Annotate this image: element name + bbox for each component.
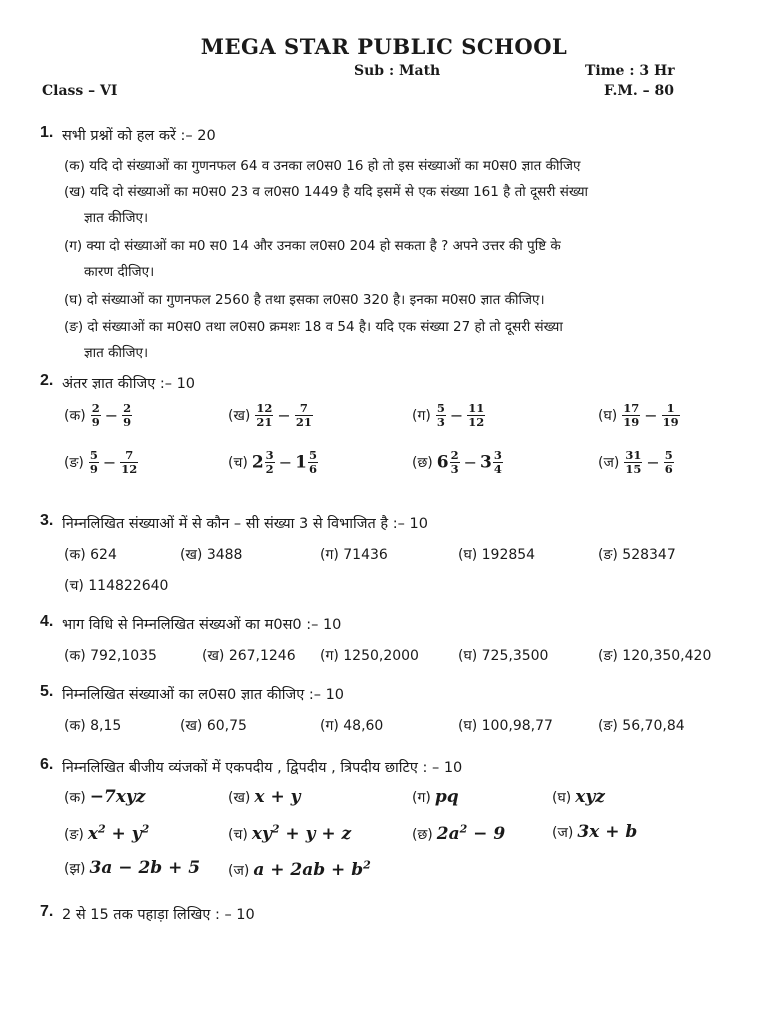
denominator: 12 (121, 462, 138, 476)
option-item: (ख) 267,1246 (202, 648, 296, 664)
question-text: भाग विधि से निम्नलिखित संख्यओं का म0स0 :– 10 (62, 617, 342, 633)
item-label: (च) (228, 455, 248, 471)
denominator: 21 (295, 415, 312, 429)
sub-question: (क) यदि दो संख्याओं का गुणनफल 64 व उनका ल0स0 16 हो तो इस संख्याओं का म0स0 ज्ञात कीजिए (64, 158, 581, 174)
item-label: (ङ) (64, 826, 84, 843)
denominator: 12 (468, 415, 485, 429)
whole-number: 2 (251, 452, 264, 473)
option-item: (च) 114822640 (64, 578, 169, 594)
numerator: 3 (493, 448, 502, 462)
numerator: 2 (91, 401, 100, 415)
numerator: 5 (89, 448, 98, 462)
fraction (662, 402, 680, 429)
full-marks: F.M. – 80 (604, 83, 675, 99)
minus-sign: − (104, 406, 119, 425)
denominator: 3 (450, 462, 459, 476)
denominator: 21 (256, 415, 273, 429)
expression (88, 824, 149, 844)
sub-question: (घ) दो संख्याओं का गुणनफल 2560 है तथा इसका ल0स0 320 है। इनका म0स0 ज्ञात कीजिए। (64, 292, 545, 308)
expr-part: x (87, 823, 98, 844)
fraction (265, 449, 275, 476)
expression: 3a − 2b + 5 (89, 858, 201, 878)
expression: xyz (575, 787, 605, 807)
expression-item (64, 858, 200, 878)
item-label: (च) (228, 826, 248, 843)
expression-item (64, 787, 145, 807)
numerator: 12 (256, 401, 273, 415)
expression-item (228, 822, 351, 844)
item-label: (ग) (412, 408, 431, 424)
numerator: 11 (468, 401, 485, 415)
expr-part: − 9 (467, 823, 506, 844)
question-text: निम्नलिखित संख्याओं में से कौन – सी संख्या 3 से विभाजित है :– 10 (62, 516, 428, 532)
expression (437, 824, 505, 844)
whole-number: 6 (436, 452, 449, 473)
fraction (308, 449, 318, 476)
minus-sign: − (644, 406, 658, 425)
fraction-item (228, 449, 319, 476)
expr-part: + y (105, 823, 142, 844)
minus-sign: − (277, 406, 291, 425)
fraction-item (228, 402, 314, 429)
item-label: (ख) (228, 790, 251, 806)
expression (253, 860, 370, 880)
whole-number: 3 (480, 452, 492, 473)
expr-part: xy (251, 823, 272, 844)
expression-item (552, 822, 637, 842)
class-label: Class – VI (42, 83, 118, 99)
question-number: 1. (40, 124, 54, 141)
numerator: 17 (623, 401, 640, 415)
item-label: (झ) (64, 861, 86, 877)
sub-question-continued: कारण दीजिए। (84, 264, 155, 280)
item-label: (ज) (598, 455, 620, 471)
option-item: (घ) 192854 (458, 547, 536, 563)
question-text: अंतर ज्ञात कीजिए :– 10 (62, 376, 196, 392)
expression (252, 824, 351, 844)
denominator: 19 (662, 415, 679, 429)
option-item: (क) 624 (64, 547, 117, 563)
fraction (624, 449, 642, 476)
minus-sign: − (102, 453, 117, 472)
fraction-item (64, 449, 139, 476)
sub-question: (ङ) दो संख्याओं का म0स0 तथा ल0स0 क्रमशः 18 व 54 है। यदि एक संख्या 27 हो तो दूसरी संख्या (64, 319, 563, 335)
option-item: (घ) 725,3500 (458, 648, 549, 664)
fraction (493, 449, 503, 476)
expression: x + y (254, 787, 301, 807)
expression-item (552, 787, 605, 807)
fraction (255, 402, 273, 429)
question-text: निम्नलिखित बीजीय व्यंजकों में एकपदीय , द्विपदीय , त्रिपदीय छाटिए : – 10 (62, 760, 463, 776)
question-number: 2. (40, 372, 54, 389)
question-text: 2 से 15 तक पहाड़ा लिखिए : – 10 (62, 907, 255, 923)
option-item: (ग) 48,60 (320, 718, 384, 734)
question-number: 5. (40, 683, 54, 700)
fraction (91, 402, 101, 429)
denominator: 6 (308, 462, 317, 476)
expression: pq (434, 787, 459, 807)
item-label: (घ) (598, 408, 618, 424)
numerator: 5 (436, 401, 445, 415)
denominator: 15 (625, 462, 642, 476)
expr-part: a + 2ab + b (253, 859, 364, 880)
option-item: (ङ) 56,70,84 (598, 718, 685, 734)
exponent: 2 (363, 858, 371, 871)
numerator: 5 (664, 448, 673, 462)
item-label: (क) (64, 408, 86, 424)
numerator: 7 (295, 402, 313, 416)
question-number: 6. (40, 756, 54, 773)
fraction (622, 402, 640, 429)
minus-sign: − (278, 453, 293, 472)
option-item: (ग) 71436 (320, 547, 388, 563)
denominator: 9 (89, 462, 98, 476)
exponent: 2 (97, 822, 106, 835)
option-item: (क) 8,15 (64, 718, 122, 734)
exponent: 2 (271, 822, 280, 835)
fraction-item (412, 402, 486, 429)
expr-part: + y + z (279, 823, 352, 844)
expression-item (64, 822, 149, 844)
question-number: 3. (40, 512, 54, 529)
numerator: 2 (123, 401, 132, 415)
option-item: (ग) 1250,2000 (320, 648, 419, 664)
numerator: 1 (662, 402, 680, 416)
denominator: 4 (493, 462, 502, 476)
fraction-item (598, 449, 675, 476)
numerator: 3 (265, 448, 274, 462)
expression: −7xyz (89, 787, 146, 807)
expression: 3x + b (577, 822, 638, 842)
sub-question: (ख) यदि दो संख्याओं का म0स0 23 व ल0स0 1449 है यदि इसमें से एक संख्या 161 है तो दूसरी संख्या (64, 184, 589, 200)
item-label: (क) (64, 790, 86, 806)
numerator: 7 (120, 449, 138, 463)
item-label: (घ) (552, 790, 572, 806)
denominator: 19 (623, 415, 640, 429)
option-item: (ख) 60,75 (180, 718, 247, 734)
minus-sign: − (646, 453, 660, 472)
question-number: 7. (40, 903, 54, 920)
expression-item (228, 858, 371, 880)
option-item: (क) 792,1035 (64, 648, 157, 664)
item-label: (ङ) (64, 455, 84, 471)
option-item: (ख) 3488 (180, 547, 243, 563)
question-number: 4. (40, 613, 54, 630)
expr-part: 2a (436, 823, 460, 844)
denominator: 9 (91, 415, 100, 429)
fraction-item (64, 402, 133, 429)
fraction (436, 402, 446, 429)
fraction (89, 449, 99, 476)
denominator: 3 (436, 415, 445, 429)
minus-sign: − (463, 453, 478, 472)
denominator: 2 (265, 462, 274, 476)
fraction (295, 402, 313, 429)
denominator: 9 (123, 415, 132, 429)
question-text: निम्नलिखित संख्याओं का ल0स0 ज्ञात कीजिए :– 10 (62, 687, 345, 703)
minus-sign: − (449, 406, 464, 425)
school-title: MEGA STAR PUBLIC SCHOOL (200, 34, 568, 59)
option-item: (ङ) 120,350,420 (598, 648, 712, 664)
numerator: 31 (625, 448, 642, 462)
exponent: 2 (141, 822, 150, 835)
exam-time: Time : 3 Hr (585, 63, 675, 79)
fraction (664, 449, 674, 476)
sub-question-continued: ज्ञात कीजिए। (84, 210, 149, 226)
option-item: (घ) 100,98,77 (458, 718, 553, 734)
item-label: (ग) (412, 790, 431, 806)
fraction (467, 402, 485, 429)
numerator: 5 (308, 448, 317, 462)
fraction-item (412, 449, 504, 476)
item-label: (छ) (412, 826, 433, 843)
fraction-item (598, 402, 681, 429)
sub-question: (ग) क्या दो संख्याओं का म0 स0 14 और उनका ल0स0 204 हो सकता है ? अपने उत्तर की पुष्टि के (64, 238, 561, 254)
question-text: सभी प्रश्नों को हल करें :– 20 (62, 128, 216, 144)
item-label: (ख) (228, 408, 251, 424)
option-item: (ङ) 528347 (598, 547, 676, 563)
denominator: 6 (664, 462, 673, 476)
expression-item (412, 822, 505, 844)
whole-number: 1 (295, 452, 307, 473)
expression-item (228, 787, 301, 807)
item-label: (ज) (552, 825, 574, 841)
expression-item (412, 787, 459, 807)
item-label: (ज) (228, 862, 250, 879)
item-label: (छ) (412, 455, 433, 471)
fraction (450, 449, 460, 476)
numerator: 2 (450, 448, 459, 462)
fraction (120, 449, 138, 476)
sub-question-continued: ज्ञात कीजिए। (84, 345, 149, 361)
fraction (122, 402, 132, 429)
subject: Sub : Math (354, 63, 441, 79)
exponent: 2 (459, 822, 468, 835)
